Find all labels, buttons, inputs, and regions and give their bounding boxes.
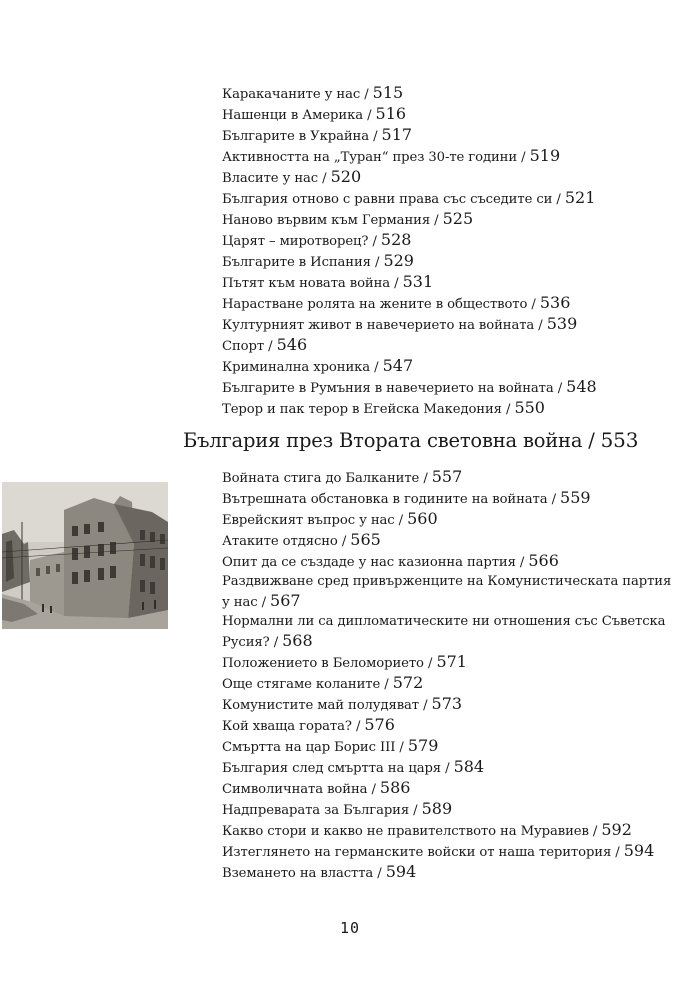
toc-entry-page: 573	[431, 694, 463, 713]
toc-entry-page: 531	[402, 272, 434, 291]
toc-entry	[222, 230, 682, 251]
toc-entry	[222, 467, 682, 488]
toc-entry-title: Още стягаме коланите /	[222, 677, 393, 692]
toc-entry-page: 557	[431, 467, 463, 486]
toc-entry	[222, 377, 682, 398]
toc-entry-page: 579	[407, 736, 439, 755]
toc-entry-page: 572	[392, 673, 424, 692]
toc-entry-title: Културният живот в навечерието на войната /	[222, 318, 547, 333]
toc-entry-title: Нарастване ролята на жените в обществото /	[222, 297, 540, 312]
toc-entry-page: 520	[330, 167, 362, 186]
toc-entry	[222, 209, 682, 230]
toc-entry	[222, 715, 682, 736]
toc-entry	[222, 841, 682, 862]
toc-entry-page: 515	[372, 83, 404, 102]
toc-entry-page: 548	[566, 377, 597, 396]
toc-entry-title: Пътят към новата война /	[222, 276, 403, 291]
toc-entry-title: Българите в Испания /	[222, 255, 384, 270]
toc-entry	[222, 612, 682, 652]
toc-entry	[222, 778, 682, 799]
section-title: България през Втората световна война /	[183, 429, 601, 452]
toc-entry-page: 539	[546, 314, 578, 333]
toc-entry	[222, 356, 682, 377]
toc-entry-title: Нашенци в Америка /	[222, 108, 376, 123]
toc-entry	[222, 293, 682, 314]
toc-entry-page: 550	[514, 398, 545, 417]
toc-entry-page: 566	[528, 551, 559, 570]
toc-entry-page: 586	[379, 778, 411, 797]
toc-entry-title: Българите в Украйна /	[222, 129, 382, 144]
toc-list-part1	[222, 83, 682, 419]
toc-entry	[222, 694, 682, 715]
toc-entry-title: Опит да се създаде у нас казионна партия /	[222, 555, 529, 570]
toc-entry	[222, 146, 682, 167]
toc-entry-page: 519	[529, 146, 561, 165]
toc-entry-title: Активността на „Туран“ през 30-те години /	[222, 150, 530, 165]
page-number: 10	[339, 919, 361, 937]
toc-entry-title: Изтеглянето на германските войски от наша територия /	[222, 845, 624, 860]
toc-entry	[222, 83, 682, 104]
toc-entry	[222, 509, 682, 530]
toc-entry-page: 546	[276, 335, 308, 354]
toc-entry-page: 567	[270, 591, 301, 610]
toc-entry-title: Българите в Румъния в навечерието на войната /	[222, 381, 567, 396]
toc-entry	[222, 757, 682, 778]
toc-entry-page: 516	[375, 104, 407, 123]
toc-entry-title: Царят – миротворец? /	[222, 234, 381, 249]
toc-entry-title: Нормални ли са дипломатическите ни отношения със Съветска Русия? /	[222, 614, 666, 650]
toc-entry	[222, 488, 682, 509]
toc-entry	[222, 551, 682, 572]
toc-entry-title: Вътрешната обстановка в годините на войната /	[222, 492, 561, 507]
toc-entry-title: Атаките отдясно /	[222, 534, 351, 549]
toc-entry	[222, 251, 682, 272]
toc-entry	[222, 398, 682, 419]
toc-entry	[222, 188, 682, 209]
toc-entry-title: Наново вървим към Германия /	[222, 213, 443, 228]
toc-entry-title: Смъртта на цар Борис III /	[222, 740, 408, 755]
toc-entry	[222, 673, 682, 694]
toc-entry-page: 576	[364, 715, 395, 734]
toc-entry-page: 589	[421, 799, 453, 818]
war-ruins-photo	[2, 482, 168, 629]
toc-entry-page: 571	[436, 652, 467, 671]
toc-entry-page: 517	[381, 125, 413, 144]
toc-entry	[222, 167, 682, 188]
toc-entry	[222, 314, 682, 335]
toc-entry-title: Символичната война /	[222, 782, 380, 797]
toc-entry	[222, 736, 682, 757]
toc-entry	[222, 862, 682, 883]
toc-entry-title: Войната стига до Балканите /	[222, 471, 432, 486]
section-heading	[183, 428, 683, 452]
toc-entry	[222, 652, 682, 673]
toc-entry-title: Надпреварата за България /	[222, 803, 422, 818]
toc-entry-title: Вземането на властта /	[222, 866, 386, 881]
toc-entry	[222, 820, 682, 841]
toc-entry	[222, 530, 682, 551]
toc-entry-title: Спорт /	[222, 339, 277, 354]
ruined-buildings-illustration	[2, 482, 168, 629]
toc-entry-page: 529	[383, 251, 414, 270]
toc-entry-page: 525	[442, 209, 474, 228]
toc-entry-title: Каракачаните у нас /	[222, 87, 373, 102]
toc-entry-title: Еврейският въпрос у нас /	[222, 513, 408, 528]
toc-entry	[222, 799, 682, 820]
toc-entry-page: 594	[385, 862, 417, 881]
toc-entry-title: Терор и пак терор в Егейска Македония /	[222, 402, 515, 417]
toc-entry-title: Криминална хроника /	[222, 360, 383, 375]
toc-entry-page: 547	[382, 356, 414, 375]
toc-entry-title: Раздвижване сред привърженците на Комунистическата партия у нас /	[222, 574, 672, 610]
toc-entry-page: 568	[282, 631, 313, 650]
toc-entry-page: 560	[407, 509, 438, 528]
toc-entry-page: 521	[564, 188, 596, 207]
toc-entry-page: 565	[350, 530, 381, 549]
toc-entry-title: България отново с равни права със съседите си /	[222, 192, 565, 207]
toc-entry-page: 594	[623, 841, 655, 860]
toc-entry-page: 536	[539, 293, 571, 312]
section-page: 553	[600, 428, 639, 452]
toc-entry-title: Какво стори и какво не правителството на Муравиев /	[222, 824, 602, 839]
toc-entry-page: 528	[380, 230, 412, 249]
toc-entry	[222, 125, 682, 146]
toc-entry-title: Кой хваща гората? /	[222, 719, 365, 734]
toc-entry-title: България след смъртта на царя /	[222, 761, 454, 776]
toc-entry-page: 592	[601, 820, 632, 839]
toc-entry-title: Положението в Беломорието /	[222, 656, 437, 671]
toc-entry	[222, 104, 682, 125]
toc-list-part2	[222, 467, 682, 883]
toc-entry	[222, 335, 682, 356]
toc-entry	[222, 272, 682, 293]
toc-entry-title: Комунистите май полудяват /	[222, 698, 432, 713]
toc-entry-page: 559	[560, 488, 591, 507]
toc-entry-title: Власите у нас /	[222, 171, 331, 186]
toc-entry-page: 584	[453, 757, 485, 776]
toc-entry	[222, 572, 682, 612]
